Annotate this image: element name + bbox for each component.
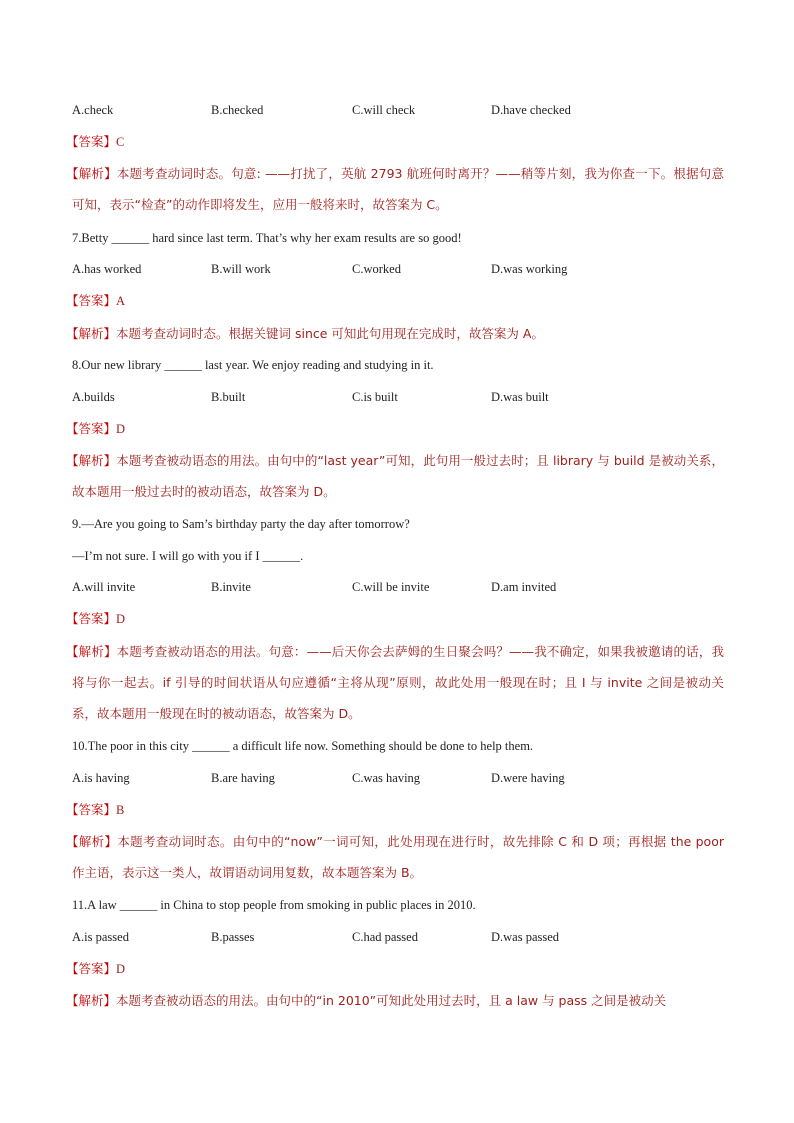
q8-options [72, 388, 732, 406]
q11-option-d: D.was passed [491, 930, 560, 944]
analysis-tag: 【解析】 [66, 834, 118, 849]
q8-option-c: C.is built [352, 390, 398, 404]
q8-answer [66, 420, 724, 438]
answer-value: A [116, 294, 126, 308]
answer-value: D [116, 962, 126, 976]
analysis-tag: 【解析】 [66, 326, 117, 341]
q6-option-c: C.will check [352, 103, 416, 117]
q6-option-d: D.have checked [491, 103, 571, 117]
q7-option-b: B.will work [211, 262, 271, 276]
q10-option-c: C.was having [352, 771, 421, 785]
q7-option-d: D.was working [491, 262, 568, 276]
q6-analysis [66, 158, 724, 220]
analysis-tag: 【解析】 [66, 993, 117, 1008]
q9-option-b: B.invite [211, 580, 251, 594]
q9-option-c: C.will be invite [352, 580, 430, 594]
q7-options [72, 260, 732, 278]
q6-option-b: B.checked [211, 103, 264, 117]
q11-analysis [66, 985, 724, 1016]
answer-tag: 【答案】 [66, 422, 117, 436]
q10-option-d: D.were having [491, 771, 565, 785]
q7-option-c: C.worked [352, 262, 401, 276]
q8-analysis [66, 445, 724, 507]
q7-stem: 7.Betty ______ hard since last term. That’s why her exam results are so good! [72, 231, 462, 245]
q11-answer [66, 960, 724, 978]
analysis-tag: 【解析】 [66, 644, 117, 659]
analysis-text: 本题考查被动语态的用法。句意：——后天你会去萨姆的生日聚会吗？——我不确定，如果我被邀请的话，我将与你一起去。if 引导的时间状语从句应遵循“主将从现”原则，故此处用一般现在时；且 I 与 invite 之间是被动关系，故本题用一般现在时的被动语态，故答案为 D。 [72, 644, 724, 721]
answer-tag: 【答案】 [66, 135, 117, 149]
analysis-text: 本题考查动词时态。根据关键词 since 可知此句用现在完成时，故答案为 A。 [116, 326, 544, 341]
analysis-text: 本题考查动词时态。由句中的“now”一词可知，此处用现在进行时，故先排除 C 和 D 项；再根据 the poor 作主语，表示这一类人，故谓语动词用复数，故本题答案为 B。 [72, 834, 724, 880]
q9-answer [66, 610, 724, 628]
q8-option-a: A.builds [72, 390, 115, 404]
q9-option-a: A.will invite [72, 580, 136, 594]
analysis-text: 本题考查被动语态的用法。由句中的“last year”可知，此句用一般过去时；且 library 与 build 是被动关系，故本题用一般过去时的被动语态，故答案为 D。 [72, 453, 724, 499]
q10-option-b: B.are having [211, 771, 275, 785]
answer-tag: 【答案】 [66, 962, 117, 976]
answer-value: C [116, 135, 125, 149]
q11-options [72, 928, 732, 946]
q9-options [72, 578, 732, 596]
q10-analysis [66, 826, 724, 888]
analysis-text: 本题考查动词时态。句意: ——打扰了，英航 2793 航班何时离开？——稍等片刻，我为你查一下。根据句意可知，表示“检查”的动作即将发生，应用一般将来时，故答案为 C。 [72, 166, 724, 212]
q6-answer [66, 133, 724, 151]
q10-stem: 10.The poor in this city ______ a difficult life now. Something should be done to help them. [72, 739, 534, 753]
analysis-text: 本题考查被动语态的用法。由句中的“in 2010”可知此处用过去时，且 a law 与 pass 之间是被动关 [116, 993, 667, 1008]
q6-options [72, 101, 732, 119]
answer-value: D [116, 422, 126, 436]
answer-value: B [116, 803, 125, 817]
q8-option-b: B.built [211, 390, 246, 404]
q11-option-b: B.passes [211, 930, 255, 944]
q7-option-a: A.has worked [72, 262, 142, 276]
analysis-tag: 【解析】 [66, 166, 117, 181]
q11-stem: 11.A law ______ in China to stop people from smoking in public places in 2010. [72, 898, 476, 912]
q10-option-a: A.is having [72, 771, 130, 785]
answer-value: D [116, 612, 126, 626]
q7-analysis [66, 318, 724, 349]
q10-answer [66, 801, 724, 819]
q9-analysis [66, 636, 724, 729]
q8-stem: 8.Our new library ______ last year. We enjoy reading and studying in it. [72, 358, 434, 372]
analysis-tag: 【解析】 [66, 453, 117, 468]
q9-option-d: D.am invited [491, 580, 557, 594]
q7-answer [66, 292, 724, 310]
q11-option-a: A.is passed [72, 930, 129, 944]
answer-tag: 【答案】 [66, 612, 117, 626]
q10-options [72, 769, 732, 787]
answer-tag: 【答案】 [66, 803, 117, 817]
answer-tag: 【答案】 [66, 294, 117, 308]
q9-stem-line-1: 9.—Are you going to Sam’s birthday party the day after tomorrow? [72, 517, 410, 531]
q9-stem-line-2: —I’m not sure. I will go with you if I ______. [72, 549, 304, 563]
q6-option-a: A.check [72, 103, 114, 117]
q8-option-d: D.was built [491, 390, 549, 404]
q11-option-c: C.had passed [352, 930, 418, 944]
